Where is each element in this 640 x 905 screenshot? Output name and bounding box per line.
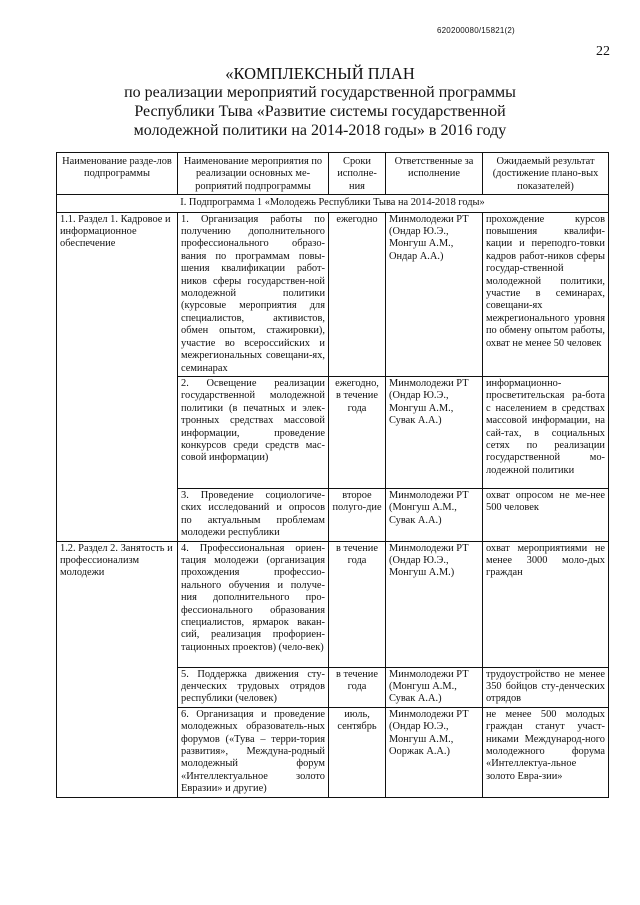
title-line-2: по реализации мероприятий государственной программы: [124, 84, 516, 101]
table-row: [57, 212, 609, 376]
result-cell: информационно-просветительская ра-бота с населением в средствах массовой информации, на сай-тах, в социальных сетях по реализации государственной мо-лодежной политики: [483, 376, 609, 488]
deadline-cell: ежегодно, в течение года: [329, 376, 386, 488]
activity-cell: 3. Проведение социологиче-ских исследований и опросов по актуальным проблемам молодежи республики: [178, 488, 329, 541]
header-section: Наименование разде-лов подпрограммы: [57, 153, 178, 195]
deadline-cell: в течение года: [329, 541, 386, 667]
section-cell: 1.2. Раздел 2. Занятость и профессионализм молодежи: [57, 541, 178, 797]
plan-table: [56, 152, 609, 798]
responsible-cell: Минмолодежи РТ (Ондар Ю.Э., Монгуш А.М., Ондар А.А.): [386, 212, 483, 376]
result-cell: охват мероприятиями не менее 3000 моло-дых граждан: [483, 541, 609, 667]
table-row: [57, 541, 609, 667]
table-header-row: [57, 153, 609, 195]
title-line-3: Республики Тыва «Развитие системы государственной: [134, 103, 506, 120]
section-cell: 1.1. Раздел 1. Кадровое и информационное обеспечение: [57, 212, 178, 541]
result-cell: трудоустройство не менее 350 бойцов сту-денческих отрядов: [483, 667, 609, 707]
responsible-cell: Минмолодежи РТ (Монгуш А.М., Сувак А.А.): [386, 667, 483, 707]
header-activity: Наименование мероприятия по реализации основных ме-роприятий подпрограммы: [178, 153, 329, 195]
deadline-cell: июль, сентябрь: [329, 707, 386, 797]
responsible-cell: Минмолодежи РТ (Ондар Ю.Э., Монгуш А.М., Сувак А.А.): [386, 376, 483, 488]
document-number: 620200080/15821(2): [437, 26, 515, 35]
title-line-4: молодежной политики на 2014-2018 годы» в 2016 году: [133, 122, 507, 139]
responsible-cell: Минмолодежи РТ (Ондар Ю.Э., Монгуш А.М.): [386, 541, 483, 667]
header-result: Ожидаемый результат (достижение плано-вых показателей): [483, 153, 609, 195]
activity-cell: 6. Организация и проведение молодежных образователь-ных форумов («Тува – терри-тория развития», Междуна-родный молодежный форум «Интеллектуальное золото Евразии» и другие): [178, 707, 329, 797]
result-cell: прохождение курсов повышения квалифи-кации и переподго-товки кадров работ-ников сферы государ-ственной молодежной политики, участие в семинарах, совещани-ях межрегионального уровня по обмену опытом работы, охват не менее 50 человек: [483, 212, 609, 376]
activity-cell: 5. Поддержка движения сту-денческих трудовых отрядов республики (человек): [178, 667, 329, 707]
page-number: 22: [596, 44, 610, 59]
responsible-cell: Минмолодежи РТ (Ондар Ю.Э., Монгуш А.М., Ооржак А.А.): [386, 707, 483, 797]
document-title: [124, 64, 516, 140]
title-line-1: «КОМПЛЕКСНЫЙ ПЛАН: [225, 64, 415, 83]
deadline-cell: второе полуго-дие: [329, 488, 386, 541]
deadline-cell: ежегодно: [329, 212, 386, 376]
header-deadline: Сроки исполне-ния: [329, 153, 386, 195]
subprogram-title: I. Подпрограмма 1 «Молодежь Республики Тыва на 2014-2018 годы»: [57, 195, 609, 212]
deadline-cell: в течение года: [329, 667, 386, 707]
activity-cell: 1. Организация работы по получению дополнительного профессионального образо-вания по программам повы-шения квалификации работ-ников сферы государствен-ной молодежной политики (курсовые мероприятия для специалистов, активистов, обмен опытом, стажировки), участие во всероссийских и межрегиональных совещани-ях, семинарах: [178, 212, 329, 376]
header-responsible: Ответственные за исполнение: [386, 153, 483, 195]
responsible-cell: Минмолодежи РТ (Монгуш А.М., Сувак А.А.): [386, 488, 483, 541]
subprogram-row: [57, 195, 609, 212]
result-cell: охват опросом не ме-нее 500 человек: [483, 488, 609, 541]
result-cell: не менее 500 молодых граждан станут участ-никами Международ-ного молодежного форума «Интеллектуа-льное золото Евра-зии»: [483, 707, 609, 797]
activity-cell: 2. Освещение реализации государственной молодежной политики (в печатных и элек-тронных средствах массовой информации, проведение конкурсов среди средств мас-совой информации): [178, 376, 329, 488]
activity-cell: 4. Профессиональная ориен-тация молодежи (организация прохождения профессио-нального обучения и получе-ния дополнительного про-фессионального образования специалистов, ярмарок вакан-сий, реализация профориен-тационных проектов) (чело-век): [178, 541, 329, 667]
